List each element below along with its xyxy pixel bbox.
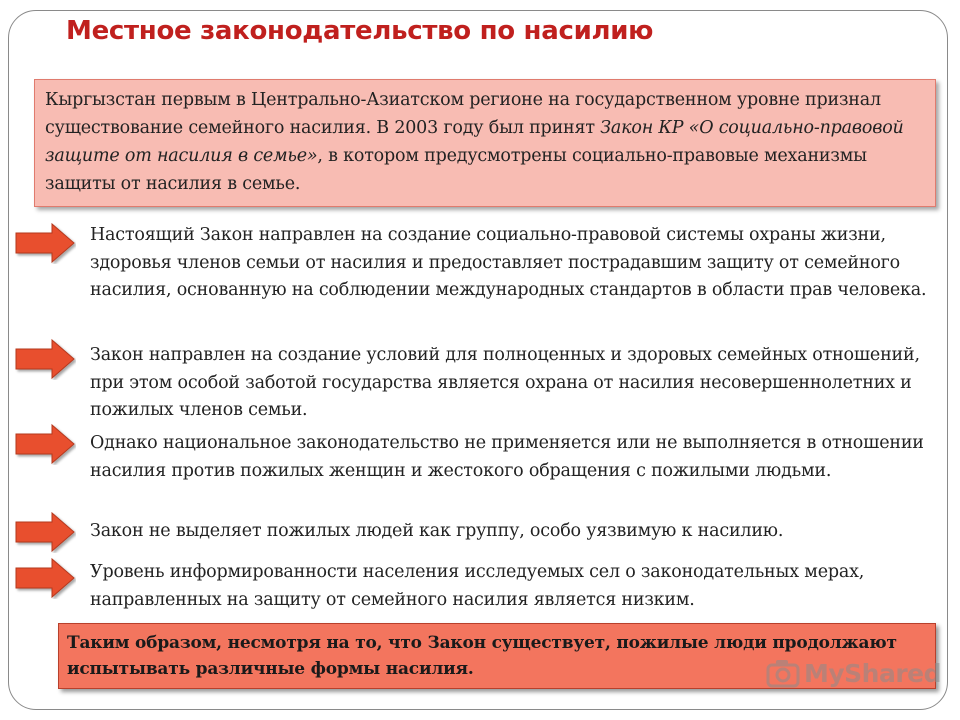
bullet-item-2: Закон направлен на создание условий для полноценных и здоровых семейных отношений, при этом особой заботой государства является охрана от насилия несовершеннолетних и пожилых членов семьи. bbox=[90, 345, 920, 420]
bullet-item-3: Однако национальное законодательство не применяется или не выполняется в отношении насилия против пожилых женщин и жестокого обращения с пожилыми людьми. bbox=[90, 433, 924, 481]
right-arrow-icon bbox=[14, 557, 76, 599]
slide-title: Местное законодательство по насилию bbox=[66, 16, 654, 46]
watermark bbox=[766, 655, 941, 691]
bullet-item-4: Закон не выделяет пожилых людей как группу, особо уязвимую к насилию. bbox=[90, 521, 784, 541]
intro-text-part1: Кыргызстан первым в Центрально-Азиатском регионе на государственном уровне признал существование семейного насилия. В 2003 году был принят bbox=[45, 90, 881, 138]
watermark-text: MyShared bbox=[804, 658, 942, 688]
bullet-item-1: Настоящий Закон направлен на создание социально-правовой системы охраны жизни, здоровья членов семьи от насилия и предоставляет пострадавшим защиту от семейного насилия, основанную на соблюдении международных стандартов в области прав человека. bbox=[90, 225, 927, 300]
right-arrow-icon bbox=[14, 423, 76, 465]
conclusion-box: Таким образом, несмотря на то, что Закон существует, пожилые люди продолжают испытывать различные формы насилия. bbox=[58, 623, 936, 689]
intro-text-part2: , в котором предусмотрены социально-правовые механизмы защиты от насилия в семье. bbox=[45, 146, 867, 194]
right-arrow-icon bbox=[14, 222, 76, 264]
intro-box bbox=[34, 79, 936, 207]
intro-law-name: Закон КР «О социально-правовой защите от насилия в семье» bbox=[45, 118, 904, 166]
right-arrow-icon bbox=[14, 338, 76, 380]
camera-icon bbox=[766, 658, 800, 688]
bullet-item-5: Уровень информированности населения исследуемых сел о законодательных мерах, направленных на защиту от семейного насилия является низким. bbox=[90, 562, 865, 610]
right-arrow-icon bbox=[14, 511, 76, 553]
